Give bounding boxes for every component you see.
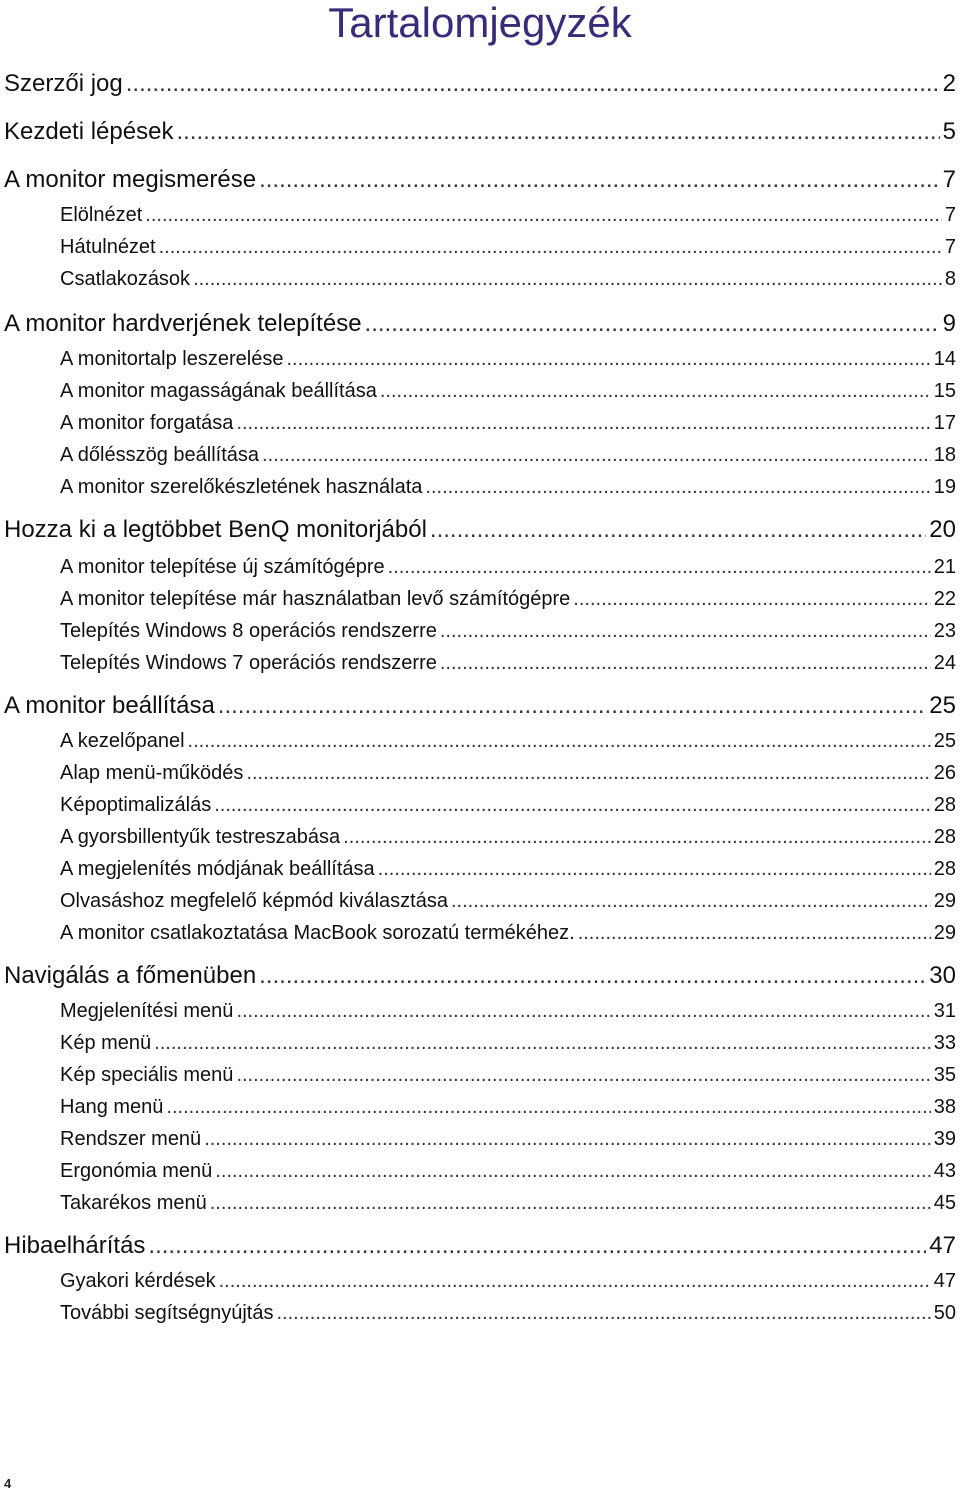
toc-entry-label: Képoptimalizálás [60,794,212,816]
toc-leader [365,310,940,338]
toc-leader [380,380,931,403]
toc-entry-label: Hozza ki a legtöbbet BenQ monitorjából [4,516,427,543]
toc-leader [440,620,931,643]
toc-entry[interactable] [0,236,956,259]
toc-leader [236,1000,930,1023]
toc-entry-label: Telepítés Windows 7 operációs rendszerre [60,652,437,674]
toc-entry-page: 30 [929,962,956,989]
toc-leader [166,1096,930,1119]
toc-entry-label: Hang menü [60,1096,164,1118]
toc-entry-page: 28 [933,858,956,880]
toc-entry-label: További segítségnyújtás [60,1302,274,1324]
toc-entry[interactable] [0,556,956,579]
toc-entry-label: Ergonómia menü [60,1160,213,1182]
toc-entry[interactable] [0,310,956,338]
toc-leader [236,1064,930,1087]
toc-entry-page: 38 [933,1096,956,1118]
toc-entry-page: 14 [933,348,956,370]
toc-entry-page: 28 [933,794,956,816]
toc-entry-label: Navigálás a főmenüben [4,962,257,989]
toc-entry[interactable] [0,204,956,227]
toc-entry-page: 22 [933,588,956,610]
toc-leader [425,476,930,499]
toc-entry-label: A monitor forgatása [60,412,234,434]
toc-entry-page: 39 [933,1128,956,1150]
toc-entry-label: Hibaelhárítás [4,1232,146,1259]
page-number: 4 [4,1476,12,1491]
toc-entry[interactable] [0,1000,956,1023]
toc-entry-page: 50 [933,1302,956,1324]
toc-entry-page: 26 [933,762,956,784]
toc-entry-label: A monitor szerelőkészletének használata [60,476,423,498]
toc-entry-page: 21 [933,556,956,578]
toc-entry-label: A monitor megismerése [4,166,257,193]
toc-leader [578,922,931,945]
toc-entry-label: A dőlésszög beállítása [60,444,260,466]
toc-entry[interactable] [0,476,956,499]
toc-leader [204,1128,931,1151]
toc-entry-label: Rendszer menü [60,1128,202,1150]
toc-entry-page: 28 [933,826,956,848]
toc-entry-page: 15 [933,380,956,402]
toc-entry-label: Kép menü [60,1032,152,1054]
toc-entry-page: 23 [933,620,956,642]
toc-entry[interactable] [0,1096,956,1119]
toc-entry[interactable] [0,412,956,435]
toc-entry-label: A monitor magasságának beállítása [60,380,377,402]
toc-entry-page: 35 [933,1064,956,1086]
toc-entry-page: 33 [933,1032,956,1054]
toc-entry-label: Megjelenítési menü [60,1000,234,1022]
toc-entry-page: 29 [933,890,956,912]
toc-entry-page: 8 [944,268,956,290]
toc-entry-page: 7 [944,236,956,258]
toc-entry[interactable] [0,70,956,98]
toc-leader [218,692,927,720]
toc-entry[interactable] [0,652,956,675]
toc-entry-page: 7 [944,204,956,226]
toc-entry[interactable] [0,890,956,913]
toc-entry[interactable] [0,692,956,720]
toc-entry-page: 43 [933,1160,956,1182]
toc-leader [440,652,931,675]
toc-entry-page: 18 [933,444,956,466]
toc-entry-page: 29 [933,922,956,944]
toc-leader [219,1270,931,1293]
toc-entry[interactable] [0,794,956,817]
toc-entry-page: 2 [942,70,956,97]
toc-leader [388,556,931,579]
toc-leader [343,826,931,849]
toc-leader [210,1192,931,1215]
toc-entry-label: A monitor telepítése új számítógépre [60,556,385,578]
toc-entry[interactable] [0,1232,956,1260]
toc-entry-label: Hátulnézet [60,236,156,258]
toc-entry[interactable] [0,1032,956,1055]
toc-entry-label: Takarékos menü [60,1192,207,1214]
toc-entry-page: 47 [929,1232,956,1259]
toc-leader [154,1032,931,1055]
toc-entry-page: 31 [933,1000,956,1022]
toc-entry[interactable] [0,348,956,371]
toc-leader [286,348,930,371]
toc-entry-label: A monitortalp leszerelése [60,348,284,370]
toc-entry[interactable] [0,380,956,403]
toc-leader [159,236,942,259]
toc-entry-page: 45 [933,1192,956,1214]
toc-entry-page: 47 [933,1270,956,1292]
toc-leader [176,118,939,146]
toc-entry-label: Kezdeti lépések [4,118,174,145]
toc-leader [451,890,931,913]
toc-leader [259,962,926,990]
toc-leader [430,516,926,544]
toc-entry-label: Alap menü-működés [60,762,244,784]
toc-entry[interactable] [0,1064,956,1087]
toc-entry-label: A megjelenítés módjának beállítása [60,858,375,880]
toc-leader [215,1160,930,1183]
toc-leader [126,70,940,98]
toc-entry-label: A monitor beállítása [4,692,215,719]
toc-entry-label: A monitor csatlakoztatása MacBook sorozatú termékéhez. [60,922,575,944]
toc-entry-label: A kezelőpanel [60,730,185,752]
toc-entry-label: A gyorsbillentyűk testreszabása [60,826,341,848]
toc-entry-label: Szerzői jog [4,70,123,97]
toc-entry[interactable] [0,1128,956,1151]
toc-entry-label: Csatlakozások [60,268,191,290]
toc-entry-label: Kép speciális menü [60,1064,234,1086]
toc-entry[interactable] [0,1302,956,1325]
toc-entry[interactable] [0,826,956,849]
toc-leader [246,762,930,785]
toc-leader [259,166,940,194]
toc-entry-page: 17 [933,412,956,434]
toc-entry-page: 9 [942,310,956,337]
toc-entry-label: A monitor hardverjének telepítése [4,310,362,337]
toc-leader [276,1302,930,1325]
toc-entry[interactable] [0,620,956,643]
toc-leader [236,412,930,435]
toc-entry-page: 25 [933,730,956,752]
toc-entry-label: A monitor telepítése már használatban levő számítógépre [60,588,571,610]
toc-entry-label: Telepítés Windows 8 operációs rendszerre [60,620,437,642]
toc-entry[interactable] [0,962,956,990]
toc-entry-page: 20 [929,516,956,543]
toc-entry[interactable] [0,588,956,611]
toc-entry[interactable] [0,922,956,945]
toc-leader [262,444,931,467]
toc-entry-label: Elölnézet [60,204,143,226]
toc-entry-page: 24 [933,652,956,674]
toc-leader [188,730,931,753]
toc-leader [378,858,931,881]
toc-entry-label: Olvasáshoz megfelelő képmód kiválasztása [60,890,448,912]
toc-entry[interactable] [0,268,956,291]
page-title: Tartalomjegyzék [328,0,632,46]
toc-entry-page: 25 [929,692,956,719]
toc-entry-page: 7 [942,166,956,193]
toc-entry[interactable] [0,118,956,146]
toc-entry-page: 19 [933,476,956,498]
toc-leader [573,588,930,611]
toc-leader [148,1232,926,1260]
toc-entry[interactable] [0,516,956,544]
toc-entry[interactable] [0,858,956,881]
toc-leader [145,204,942,227]
toc-entry-page: 5 [942,118,956,145]
toc-entry-label: Gyakori kérdések [60,1270,216,1292]
toc-entry[interactable] [0,444,956,467]
toc-entry[interactable] [0,730,956,753]
toc-entry[interactable] [0,762,956,785]
toc-leader [193,268,942,291]
toc-entry[interactable] [0,1160,956,1183]
toc-entry[interactable] [0,166,956,194]
toc-leader [214,794,931,817]
toc-entry[interactable] [0,1270,956,1293]
toc-entry[interactable] [0,1192,956,1215]
